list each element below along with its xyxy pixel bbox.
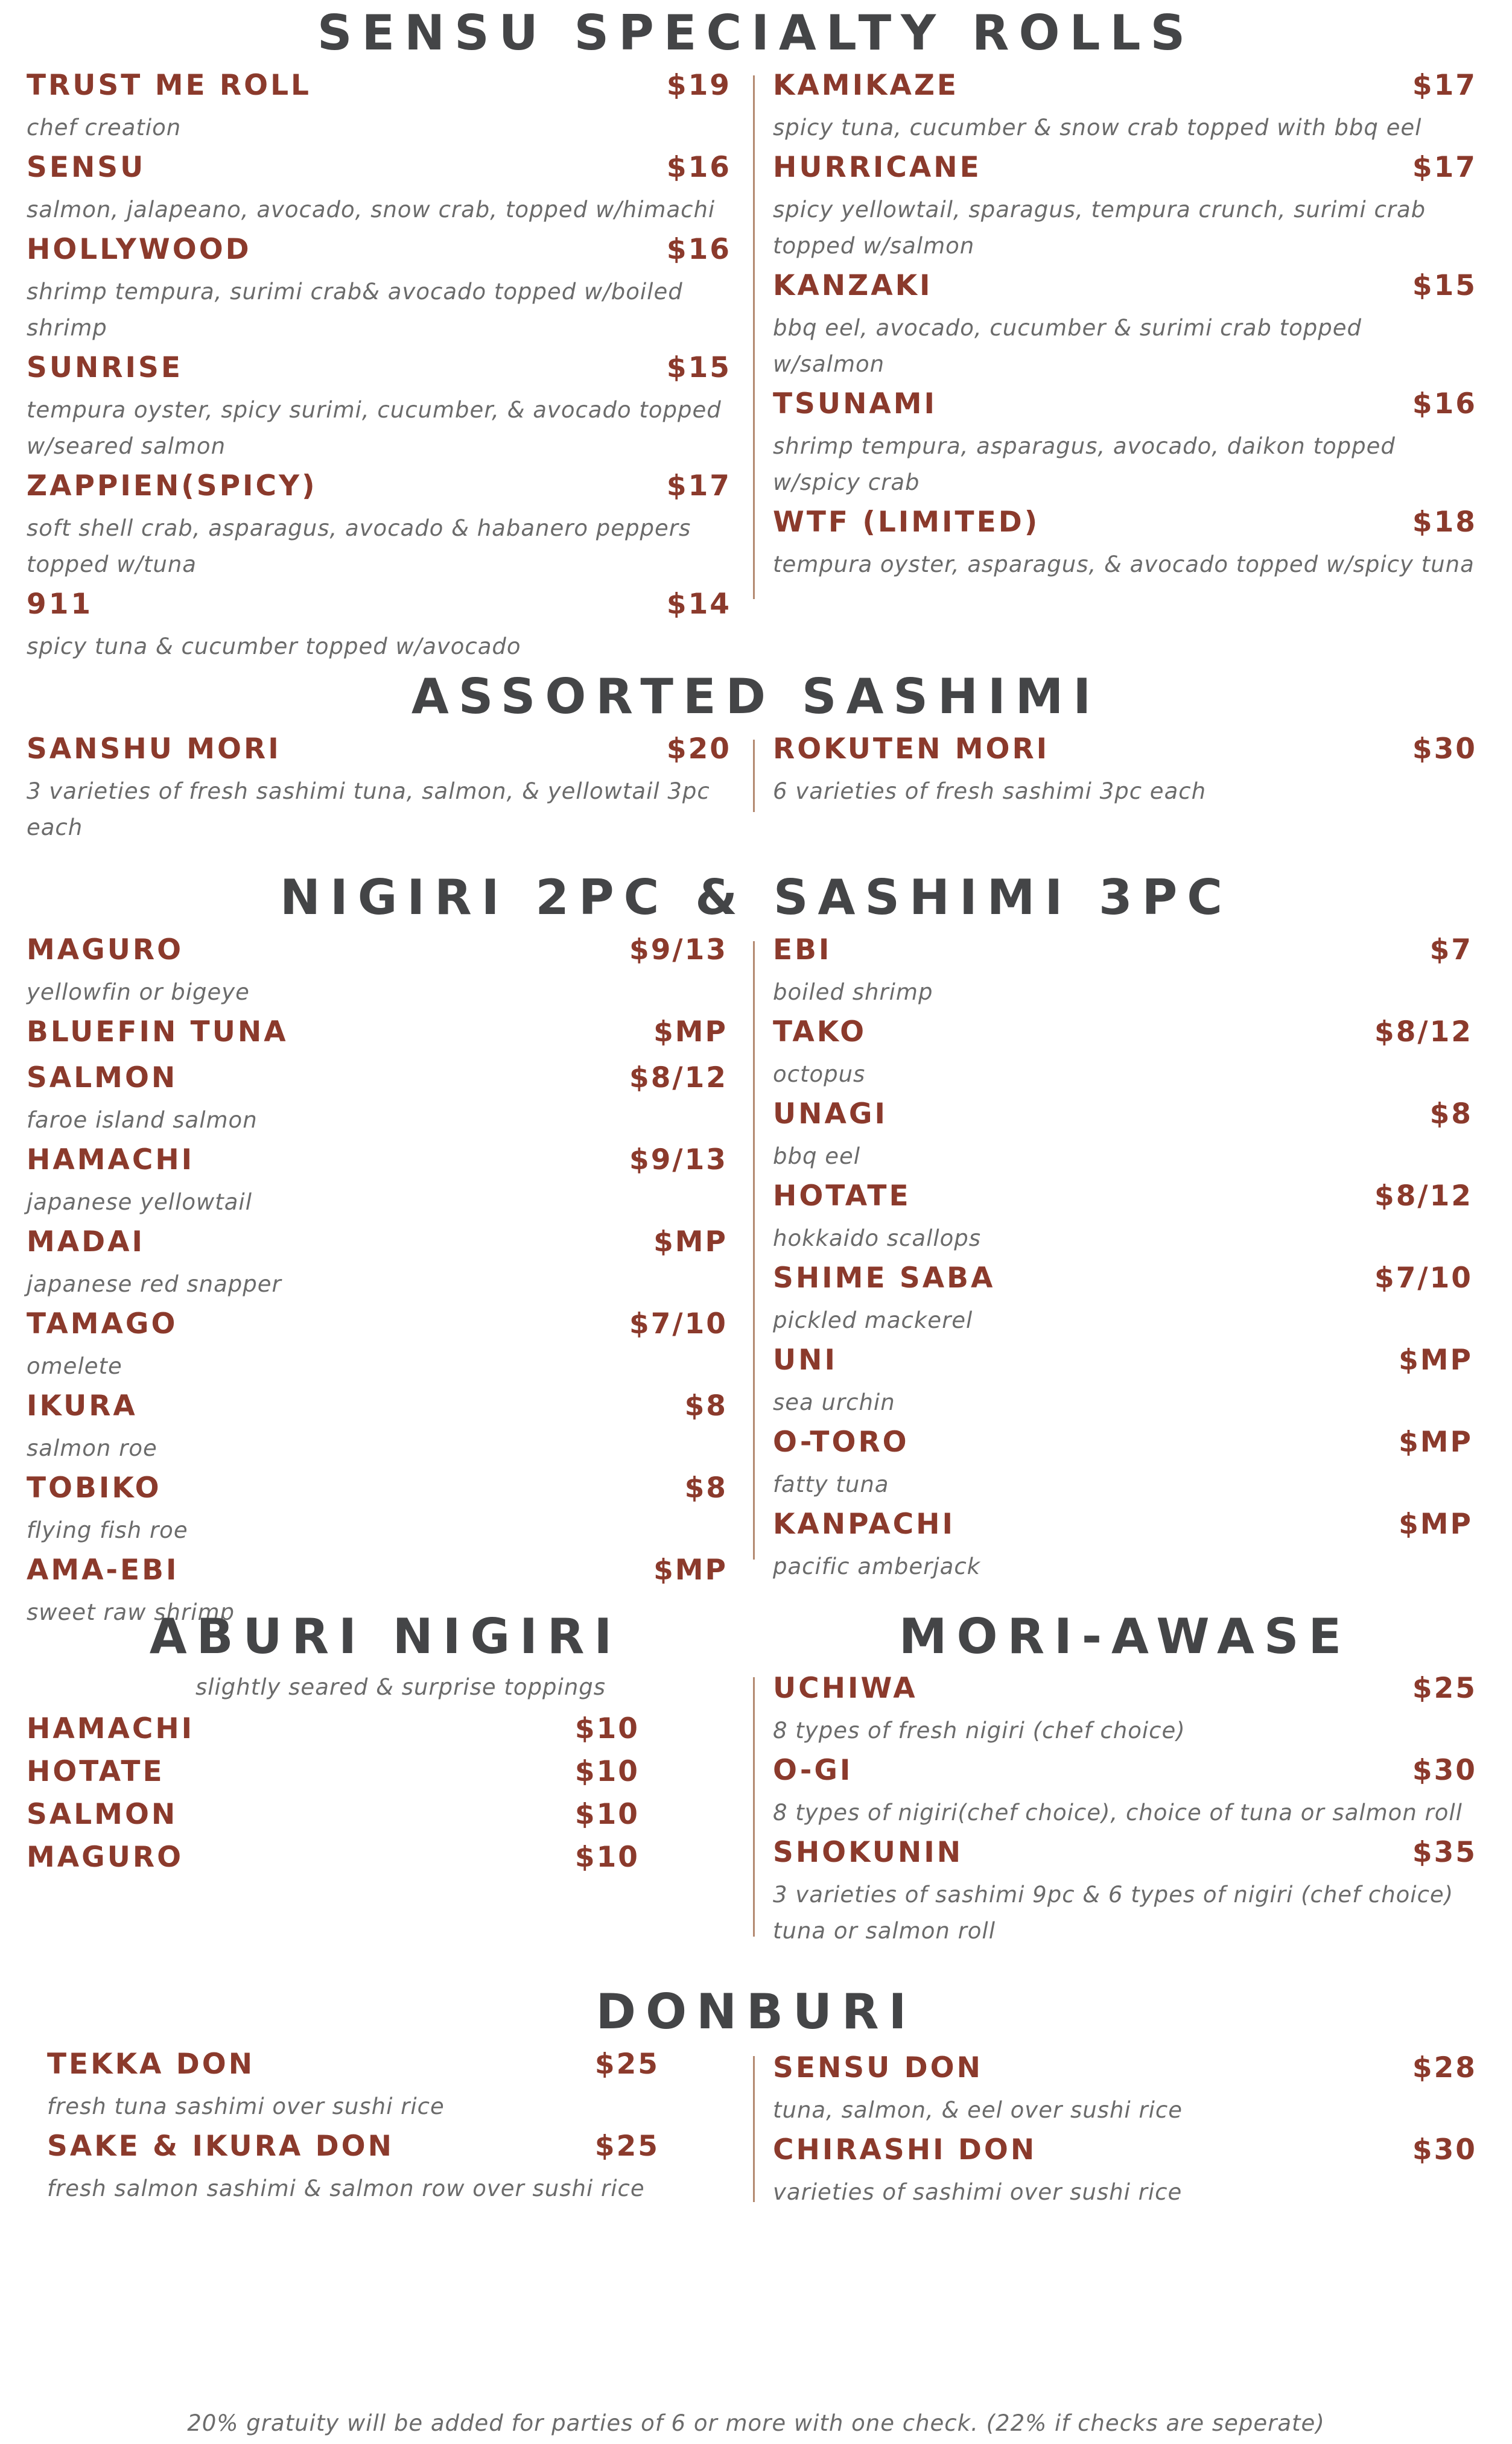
menu-item-name: KANZAKI [773,269,933,302]
menu-item-header [773,1346,1473,1385]
menu-item-name: TSUNAMI [773,387,938,421]
menu-item-header [27,732,731,773]
section-title-specialty-rolls: SENSU SPECIALTY ROLLS [317,5,1195,61]
menu-item-price: $15 [666,351,731,384]
menu-item-name: SALMON [27,1061,178,1094]
menu-item-header [773,1097,1473,1138]
menu-item-header [47,2050,659,2089]
menu-item-description: pacific amberjack [773,1554,981,1579]
menu-item-header [773,933,1473,974]
menu-item-price: $MP [1399,1426,1473,1459]
menu-item-header [773,732,1477,773]
menu-item-description: octopus [773,1061,866,1087]
menu-item-name: MAGURO [27,933,184,966]
menu-item-description: fresh tuna sashimi over sushi rice [47,2093,445,2119]
menu-item [27,469,731,583]
menu-item-header [773,2133,1477,2174]
menu-item-price: $15 [1412,269,1477,302]
menu-item-description: fresh salmon sashimi & salmon row over sushi rice [47,2176,645,2201]
menu-item-header [27,1800,640,1830]
menu-item [27,1307,728,1385]
menu-item-price: $14 [666,588,731,621]
menu-item [27,590,731,665]
menu-item-header [27,235,731,274]
menu-item-description: japanese yellowtail [27,1189,252,1215]
column-divider [753,740,755,812]
menu-item-description: sweet raw shrimp [27,1599,235,1625]
section-title-aburi-nigiri: ABURI NIGIRI [149,1608,622,1665]
menu-item-header [773,387,1477,428]
menu-item-price: $MP [653,1015,728,1049]
menu-item-price: $16 [666,151,731,184]
menu-item-name: UNAGI [773,1097,888,1131]
menu-item-price: $17 [666,469,731,503]
menu-item-price: $10 [574,1841,640,1874]
menu-item-name: HOTATE [773,1179,911,1213]
nigiri-left-column [27,933,728,1638]
column-divider [753,2056,755,2202]
menu-item-header [773,2051,1477,2092]
menu-item-price: $16 [1412,387,1477,421]
menu-item-price: $18 [1412,506,1477,539]
menu-item-name: HAMACHI [27,1143,195,1176]
menu-item [27,1757,640,1788]
menu-item-header [27,1389,728,1430]
menu-item-name: WTF (LIMITED) [773,506,1040,539]
menu-item-price: $8 [684,1389,728,1423]
menu-item-description: fatty tuna [773,1471,889,1497]
menu-item-header [773,1510,1473,1549]
menu-item-description: bbq eel, avocado, cucumber & surimi crab topped w/salmon [773,315,1362,377]
menu-item [47,2132,659,2207]
menu-item-description: boiled shrimp [773,979,933,1005]
menu-item-description: soft shell crab, asparagus, avocado & habanero peppers topped w/tuna [27,515,691,577]
menu-item-price: $7/10 [1374,1262,1473,1295]
menu-item-description: sea urchin [773,1389,895,1415]
menu-item-name: TAMAGO [27,1307,178,1341]
menu-item-price: $7 [1429,933,1473,966]
donburi-left-column [47,2050,659,2214]
gratuity-note: 20% gratuity will be added for parties of 6 or more with one check. (22% if checks are seperate) [187,2410,1325,2436]
menu-item-price: $30 [1412,1754,1477,1787]
menu-item [27,1843,640,1873]
menu-item-description: omelete [27,1353,122,1379]
section-title-mori-awase: MORI-AWASE [898,1608,1352,1665]
menu-item [773,1264,1473,1339]
menu-item-description: 8 types of nigiri(chef choice), choice of tuna or salmon roll [773,1800,1463,1826]
menu-item-name: MAGURO [27,1841,184,1874]
menu-item [27,1389,728,1467]
menu-item-description: shrimp tempura, asparagus, avocado, daikon topped w/spicy crab [773,433,1396,495]
menu-item-name: O-GI [773,1754,853,1787]
section-title-donburi: DONBURI [596,1984,916,2040]
menu-item-header [27,590,731,629]
menu-item-header [773,1015,1473,1056]
column-divider [753,1677,755,1937]
menu-item-price: $16 [666,233,731,266]
menu-item-price: $7/10 [629,1307,728,1341]
menu-item-header [27,933,728,974]
menu-item-price: $17 [1412,151,1477,184]
menu-item-description: 3 varieties of fresh sashimi tuna, salmon, & yellowtail 3pc each [27,778,710,840]
menu-item-price: $8/12 [1374,1015,1473,1049]
menu-item-price: $30 [1412,732,1477,766]
menu-item-name: UCHIWA [773,1672,918,1705]
menu-item-description: chef creation [27,115,182,141]
menu-item-description: yellowfin or bigeye [27,979,250,1005]
menu-item-price: $MP [1399,1508,1473,1541]
menu-item [27,1015,728,1056]
menu-item-price: $30 [1412,2133,1477,2166]
menu-item-name: TOBIKO [27,1471,162,1505]
menu-item-description: 3 varieties of sashimi 9pc & 6 types of nigiri (chef choice) tuna or salmon roll [773,1882,1454,1944]
menu-item [773,732,1477,810]
menu-item-description: tempura oyster, asparagus, & avocado topped w/spicy tuna [773,551,1475,577]
menu-item [27,351,731,465]
menu-item-description: faroe island salmon [27,1107,258,1133]
menu-item [27,732,731,846]
menu-item-header [27,1061,728,1102]
menu-item-name: SENSU DON [773,2051,983,2084]
menu-item-price: $MP [653,1225,728,1259]
menu-item [773,271,1477,382]
menu-item-header [773,1264,1473,1303]
menu-item-name: TEKKA DON [47,2048,255,2081]
menu-item-header [773,1838,1477,1877]
menu-item-price: $17 [1412,69,1477,102]
menu-item-price: $9/13 [629,1143,728,1176]
menu-item-name: SENSU [27,151,146,184]
aburi-nigiri-list [27,1712,640,1886]
menu-item-price: $28 [1412,2051,1477,2084]
menu-item-name: ZAPPIEN(SPICY) [27,469,317,503]
menu-item-name: HAMACHI [27,1712,195,1745]
menu-item-name: TRUST ME ROLL [27,69,311,102]
menu-item-header [27,1757,640,1788]
menu-item-header [27,1556,728,1595]
menu-item-description: hokkaido scallops [773,1225,982,1251]
menu-item-price: $10 [574,1712,640,1745]
menu-item [773,1510,1473,1585]
menu-item-description: pickled mackerel [773,1307,973,1333]
menu-item [27,1800,640,1830]
menu-item-header [27,1143,728,1184]
menu-item-header [773,71,1477,110]
menu-item [773,1097,1473,1175]
menu-item-name: HOTATE [27,1755,165,1788]
menu-item-name: SANSHU MORI [27,732,281,766]
nigiri-right-column [773,933,1473,1592]
menu-item [27,1471,728,1549]
menu-item-name: MADAI [27,1225,145,1259]
menu-item-description: tempura oyster, spicy surimi, cucumber, & avocado topped w/seared salmon [27,397,722,459]
menu-item [773,71,1477,146]
menu-item-price: $20 [666,732,731,766]
menu-item-header [27,351,731,392]
menu-item-name: SUNRISE [27,351,183,384]
menu-item-price: $25 [594,2048,659,2081]
menu-item-name: SAKE & IKURA DON [47,2130,394,2163]
menu-item-name: 911 [27,588,94,621]
menu-item [47,2050,659,2125]
menu-item-description: varieties of sashimi over sushi rice [773,2179,1183,2205]
menu-item [27,1143,728,1220]
menu-item-price: $8 [684,1471,728,1505]
menu-item [773,1756,1477,1831]
menu-item-header [773,1179,1473,1220]
menu-item-description: spicy tuna, cucumber & snow crab topped with bbq eel [773,115,1422,141]
menu-item-price: $8 [1429,1097,1473,1131]
menu-item-name: CHIRASHI DON [773,2133,1037,2166]
menu-item-name: KANPACHI [773,1508,955,1541]
menu-item-name: KAMIKAZE [773,69,959,102]
menu-item-header [27,469,731,510]
menu-item-description: bbq eel [773,1143,861,1169]
menu-item [773,1015,1473,1093]
menu-item [773,508,1477,583]
menu-item-price: $10 [574,1798,640,1831]
menu-item-header [773,153,1477,192]
menu-item-header [27,1307,728,1348]
menu-item-name: EBI [773,933,832,966]
assorted-sashimi-right-column [773,732,1477,817]
menu-item-description: spicy yellowtail, sparagus, tempura crunch, surimi crab topped w/salmon [773,197,1426,259]
menu-item-price: $MP [653,1554,728,1587]
menu-item [773,1674,1477,1749]
menu-item-header [27,1225,728,1266]
menu-item [27,1712,640,1745]
mori-awase-list [773,1674,1477,1957]
menu-item-price: $19 [666,69,731,102]
menu-item [773,1428,1473,1503]
menu-item [27,1225,728,1303]
menu-item-price: $25 [1412,1672,1477,1705]
menu-item-name: BLUEFIN TUNA [27,1015,288,1049]
menu-item-name: ROKUTEN MORI [773,732,1050,766]
menu-item-name: TAKO [773,1015,867,1049]
menu-item-description: shrimp tempura, surimi crab& avocado topped w/boiled shrimp [27,279,683,341]
menu-item-description: tuna, salmon, & eel over sushi rice [773,2097,1183,2123]
menu-item-description: flying fish roe [27,1517,188,1543]
menu-item-description: japanese red snapper [27,1271,282,1297]
menu-item-description: 8 types of fresh nigiri (chef choice) [773,1718,1186,1744]
menu-item-name: SALMON [27,1798,178,1831]
menu-item-name: AMA-EBI [27,1554,179,1587]
menu-item [27,1061,728,1138]
menu-item [773,1179,1473,1257]
specialty-rolls-right-column [773,71,1477,590]
menu-item [773,1838,1477,1949]
menu-item-header [773,271,1477,310]
menu-item-name: UNI [773,1344,837,1377]
menu-item-name: SHOKUNIN [773,1836,964,1869]
menu-item-description: 6 varieties of fresh sashimi 3pc each [773,778,1207,804]
assorted-sashimi-left-column [27,732,731,853]
menu-item-header [773,508,1477,547]
menu-item [773,933,1473,1011]
menu-item [773,1346,1473,1421]
menu-item-header [27,1843,640,1873]
section-title-nigiri-sashimi: NIGIRI 2PC & SASHIMI 3PC [280,869,1232,925]
column-divider [753,75,755,599]
menu-item [27,235,731,346]
menu-item [27,933,728,1011]
aburi-nigiri-subtitle: slightly seared & surprise toppings [195,1674,606,1700]
menu-item-description: salmon, jalapeano, avocado, snow crab, topped w/himachi [27,197,716,223]
menu-item-header [27,1712,640,1745]
menu-item-price: $MP [1399,1344,1473,1377]
menu-item-price: $25 [594,2130,659,2163]
menu-item [27,71,731,146]
menu-item-name: O-TORO [773,1426,909,1459]
menu-item-name: HURRICANE [773,151,982,184]
menu-item-header [773,1674,1477,1713]
menu-item-name: SHIME SABA [773,1262,996,1295]
menu-item-name: IKURA [27,1389,138,1423]
menu-item-price: $8/12 [629,1061,728,1094]
section-title-assorted-sashimi: ASSORTED SASHIMI [411,668,1101,725]
menu-item-price: $35 [1412,1836,1477,1869]
menu-item-description: spicy tuna & cucumber topped w/avocado [27,633,521,659]
menu-item-price: $10 [574,1755,640,1788]
menu-item [27,153,731,228]
menu-item-name: HOLLYWOOD [27,233,252,266]
menu-item [773,153,1477,264]
menu-item-header [27,71,731,110]
menu-item-price: $8/12 [1374,1179,1473,1213]
menu-item-description: salmon roe [27,1435,157,1461]
menu-item-header [773,1428,1473,1467]
menu-item [773,2133,1477,2211]
menu-item-header [47,2132,659,2171]
menu-item [773,2051,1477,2128]
donburi-right-column [773,2051,1477,2218]
menu-item-header [27,153,731,192]
menu-item-header [773,1756,1477,1795]
specialty-rolls-left-column [27,71,731,672]
menu-item-price: $9/13 [629,933,728,966]
menu-item [773,387,1477,501]
column-divider [753,941,755,1560]
menu-item-header [27,1471,728,1512]
menu-item-header [27,1015,728,1056]
